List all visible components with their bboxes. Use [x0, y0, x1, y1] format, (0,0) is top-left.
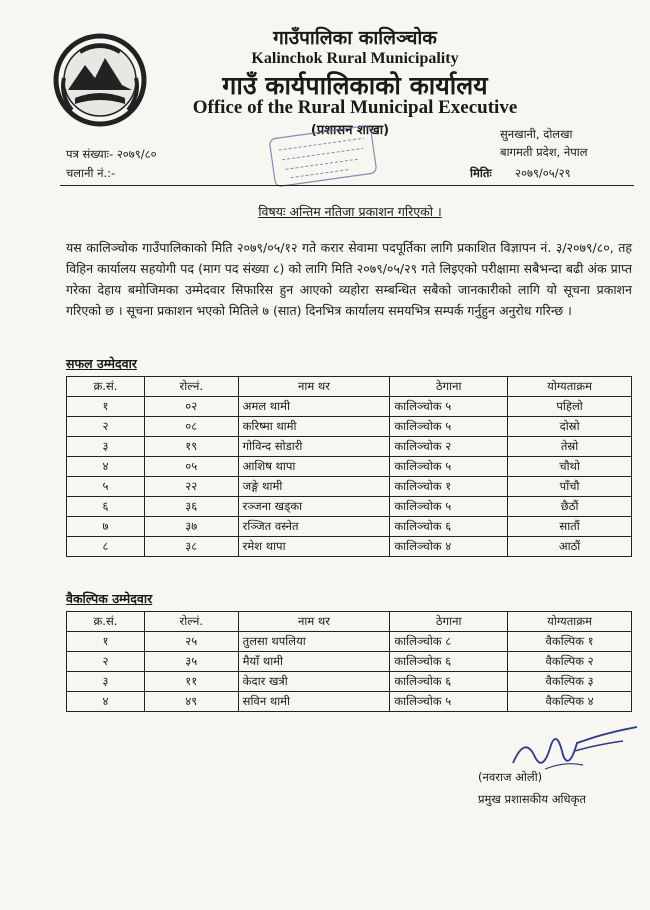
table-row: [67, 652, 632, 672]
cell-address: कालिञ्चोक ५: [390, 417, 508, 437]
col-rank: योग्यताक्रम: [508, 612, 632, 632]
successful-section-title: सफल उम्मेदवार: [66, 356, 137, 371]
date-value: २०७९/०५/२९: [515, 166, 571, 180]
cell-roll: ३७: [144, 517, 238, 537]
date-label: मितिः: [470, 166, 492, 180]
header-divider: [60, 185, 634, 186]
cell-name: करिष्मा थामी: [238, 417, 390, 437]
table-header-row: [67, 377, 632, 397]
cell-roll: ३८: [144, 537, 238, 557]
cell-name: तुलसा थपलिया: [238, 632, 390, 652]
address-line-2: बागमती प्रदेश, नेपाल: [500, 145, 588, 159]
cell-roll: २५: [144, 632, 238, 652]
col-roll: रोल्नं.: [144, 612, 238, 632]
cell-rank: वैकल्पिक ४: [508, 692, 632, 712]
col-name: नाम थर: [238, 377, 390, 397]
col-serial: क्र.सं.: [67, 612, 145, 632]
cell-rank: तेस्रो: [508, 437, 632, 457]
cell-roll: ०८: [144, 417, 238, 437]
header-line-1: गाउँपालिका कालिञ्चोक: [273, 27, 437, 49]
cell-address: कालिञ्चोक २: [390, 437, 508, 457]
signatory-name: (नवराज ओली): [478, 770, 543, 784]
cell-name: केदार खत्री: [238, 672, 390, 692]
cell-rank: पहिलो: [508, 397, 632, 417]
cell-serial: ४: [67, 692, 145, 712]
notice-body: यस कालिञ्चोक गाउँपालिकाको मिति २०७९/०५/१२ गते करार सेवामा पदपूर्तिका लागि प्रकाशित विज्ञापन नं. ३/२०७९/८०, तह विहिन कार्यालय सहयोगी पद (माग पद संख्या ८) को लागि मिति २०७९/०५/२९ गते लिइएको परीक्षामा सबैभन्दा बढी अंक प्राप्त गरेका देहाय बमोजिमका उम्मेदवार सिफारिस हुन आएको व्यहोरा सम्बन्धित सबैको जानकारीको लागि यो सूचना प्रकाशन गरिएको छ । सूचना प्रकाशन भएको मितिले ७ (सात) दिनभित्र कार्यालय समयभित्र सम्पर्क गर्नुहुन अनुरोध गरिन्छ ।: [66, 240, 632, 318]
reference-number: पत्र संख्याः- २०७९/८०: [66, 147, 157, 161]
signatory-title: प्रमुख प्रशासकीय अधिकृत: [478, 792, 586, 806]
cell-serial: ३: [67, 672, 145, 692]
cell-rank: वैकल्पिक ३: [508, 672, 632, 692]
cell-serial: १: [67, 397, 145, 417]
cell-rank: छैठौं: [508, 497, 632, 517]
cell-rank: वैकल्पिक १: [508, 632, 632, 652]
cell-roll: २२: [144, 477, 238, 497]
cell-serial: २: [67, 417, 145, 437]
table-row: [67, 457, 632, 477]
cell-name: आशिष थापा: [238, 457, 390, 477]
cell-serial: ३: [67, 437, 145, 457]
cell-roll: ११: [144, 672, 238, 692]
header-line-2: Kalinchok Rural Municipality: [251, 50, 459, 67]
col-address: ठेगाना: [390, 612, 508, 632]
cell-rank: दोस्रो: [508, 417, 632, 437]
table-row: [67, 692, 632, 712]
cell-address: कालिञ्चोक १: [390, 477, 508, 497]
cell-roll: ३५: [144, 652, 238, 672]
cell-rank: वैकल्पिक २: [508, 652, 632, 672]
cell-name: रमेश थापा: [238, 537, 390, 557]
table-row: [67, 537, 632, 557]
cell-address: कालिञ्चोक ६: [390, 652, 508, 672]
cell-name: रञ्जित वस्नेत: [238, 517, 390, 537]
dispatch-number: चलानी नं.:-: [66, 166, 116, 180]
cell-address: कालिञ्चोक ५: [390, 497, 508, 517]
col-rank: योग्यताक्रम: [508, 377, 632, 397]
cell-roll: ०२: [144, 397, 238, 417]
col-serial: क्र.सं.: [67, 377, 145, 397]
cell-serial: २: [67, 652, 145, 672]
cell-address: कालिञ्चोक ५: [390, 397, 508, 417]
table-row: [67, 497, 632, 517]
cell-address: कालिञ्चोक ५: [390, 692, 508, 712]
cell-roll: ०५: [144, 457, 238, 477]
successful-candidates-table: [66, 376, 632, 557]
cell-roll: ३६: [144, 497, 238, 517]
address-line-1: सुनखानी, दोलखा: [500, 127, 573, 141]
cell-serial: १: [67, 632, 145, 652]
table-row: [67, 517, 632, 537]
cell-rank: सातौं: [508, 517, 632, 537]
cell-address: कालिञ्चोक ६: [390, 517, 508, 537]
table-row: [67, 397, 632, 417]
header-line-5: (प्रशासन शाखा): [310, 123, 390, 138]
cell-address: कालिञ्चोक ४: [390, 537, 508, 557]
cell-address: कालिञ्चोक ६: [390, 672, 508, 692]
table-row: [67, 437, 632, 457]
table-row: [67, 672, 632, 692]
cell-name: अमल थामी: [238, 397, 390, 417]
table-row: [67, 417, 632, 437]
col-name: नाम थर: [238, 612, 390, 632]
cell-rank: आठौं: [508, 537, 632, 557]
alternate-candidates-table: [66, 611, 632, 712]
col-roll: रोल्नं.: [144, 377, 238, 397]
cell-name: जङ्गे थामी: [238, 477, 390, 497]
cell-address: कालिञ्चोक ८: [390, 632, 508, 652]
cell-roll: ४९: [144, 692, 238, 712]
subject-line: [0, 203, 650, 220]
cell-address: कालिञ्चोक ५: [390, 457, 508, 477]
cell-rank: चौथो: [508, 457, 632, 477]
cell-serial: ५: [67, 477, 145, 497]
header-line-3: गाउँ कार्यपालिकाको कार्यालय: [222, 71, 488, 100]
table-row: [67, 632, 632, 652]
cell-serial: ७: [67, 517, 145, 537]
cell-serial: ८: [67, 537, 145, 557]
col-address: ठेगाना: [390, 377, 508, 397]
cell-serial: ६: [67, 497, 145, 517]
subject-text: विषयः अन्तिम नतिजा प्रकाशन गरिएको ।: [258, 204, 442, 219]
table-row: [67, 477, 632, 497]
alternate-section-title: वैकल्पिक उम्मेदवार: [66, 591, 153, 606]
cell-roll: १९: [144, 437, 238, 457]
cell-serial: ४: [67, 457, 145, 477]
header-line-4: Office of the Rural Municipal Executive: [192, 97, 518, 118]
cell-name: गोविन्द सोडारी: [238, 437, 390, 457]
table-header-row: [67, 612, 632, 632]
cell-name: सविन थामी: [238, 692, 390, 712]
cell-name: मैयाँ थामी: [238, 652, 390, 672]
cell-rank: पाँचौ: [508, 477, 632, 497]
cell-name: रञ्जना खड्का: [238, 497, 390, 517]
